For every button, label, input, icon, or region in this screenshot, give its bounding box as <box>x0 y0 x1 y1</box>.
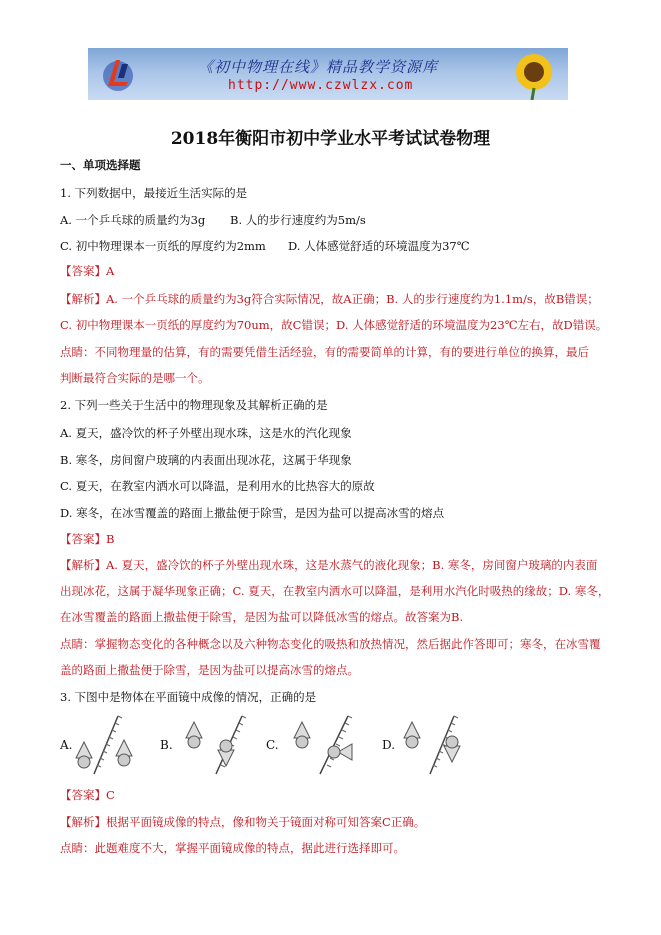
q3-figure-a <box>74 712 150 778</box>
q3-answer: 【答案】C <box>60 788 115 802</box>
q2-option-d: D. 寒冬，在冰雪覆盖的路面上撒盐便于除雪，是因为盐可以提高冰雪的熔点 <box>60 506 445 520</box>
q1-option-c: C. 初中物理课本一页纸的厚度约为2mm <box>60 239 266 253</box>
q3-stem: 3. 下图中是物体在平面镜中成像的情况，正确的是 <box>60 690 317 704</box>
q3-figure-d <box>396 712 468 778</box>
sunflower-icon <box>502 48 562 100</box>
q3-note: 点睛：此题难度不大，掌握平面镜成像的特点，据此进行选择即可。 <box>60 841 405 855</box>
q2-answer: 【答案】B <box>60 532 115 546</box>
q2-option-b: B. 寒冬，房间窗户玻璃的内表面出现冰花，这属于华现象 <box>60 453 352 467</box>
q2-analysis-line3: 在冰雪覆盖的路面上撒盐便于除雪，是因为盐可以降低冰雪的熔点。故答案为B. <box>60 610 464 624</box>
header-banner <box>88 48 568 100</box>
q1-analysis-line1: 【解析】A. 一个乒乓球的质量约为3g符合实际情况，故A正确；B. 人的步行速度约为1.1m/s，故B错误； <box>60 292 599 306</box>
q2-analysis-line1: 【解析】A. 夏天，盛冷饮的杯子外壁出现水珠，这是水蒸气的液化现象；B. 寒冬，房间窗户玻璃的内表面 <box>60 558 598 572</box>
q2-note-line1: 点睛：掌握物态变化的各种概念以及六种物态变化的吸热和放热情况，然后据此作答即可；寒冬，在冰雪覆 <box>60 637 601 651</box>
q3-figure-c <box>284 712 364 778</box>
q1-answer: 【答案】A <box>60 264 115 278</box>
q3-label-b: B. <box>160 738 173 752</box>
banner-title: 《初中物理在线》精品教学资源库 <box>198 58 439 76</box>
q1-analysis-line2: C. 初中物理课本一页纸的厚度约为70um，故C错误；D. 人体感觉舒适的环境温度为23℃左右，故D错误。 <box>60 318 608 332</box>
q1-option-b: B. 人的步行速度约为5m/s <box>230 213 366 227</box>
q1-option-d: D. 人体感觉舒适的环境温度为37℃ <box>288 239 470 253</box>
site-logo-icon <box>98 54 138 94</box>
q1-option-a: A. 一个乒乓球的质量约为3g <box>60 213 206 227</box>
document-title: 2018年衡阳市初中学业水平考试试卷物理 <box>170 129 491 149</box>
q3-analysis: 【解析】根据平面镜成像的特点，像和物关于镜面对称可知答案C正确。 <box>60 815 426 829</box>
q2-option-a: A. 夏天，盛冷饮的杯子外壁出现水珠，这是水的汽化现象 <box>60 426 352 440</box>
q3-label-d: D. <box>382 738 396 752</box>
q2-note-line2: 盖的路面上撒盐便于除雪，是因为盐可以提高冰雪的熔点。 <box>60 663 359 677</box>
q3-label-c: C. <box>266 738 279 752</box>
q3-figure-b <box>176 712 252 778</box>
q1-note-line1: 点睛：不同物理量的估算，有的需要凭借生活经验，有的需要简单的计算，有的要进行单位的换算，最后 <box>60 345 589 359</box>
q3-label-a: A. <box>60 738 73 752</box>
q1-stem: 1. 下列数据中，最接近生活实际的是 <box>60 186 248 200</box>
q2-analysis-line2: 出现冰花，这属于凝华现象正确；C. 夏天，在教室内洒水可以降温，是利用水汽化时吸热的缘故；D. 寒冬， <box>60 584 610 598</box>
section-heading: 一、单项选择题 <box>60 158 141 172</box>
q2-stem: 2. 下列一些关于生活中的物理现象及其解析正确的是 <box>60 398 328 412</box>
q1-note-line2: 判断最符合实际的是哪一个。 <box>60 371 210 385</box>
q2-option-c: C. 夏天，在教室内洒水可以降温，是利用水的比热容大的原故 <box>60 479 375 493</box>
banner-url: http://www.czwlzx.com <box>228 78 414 93</box>
